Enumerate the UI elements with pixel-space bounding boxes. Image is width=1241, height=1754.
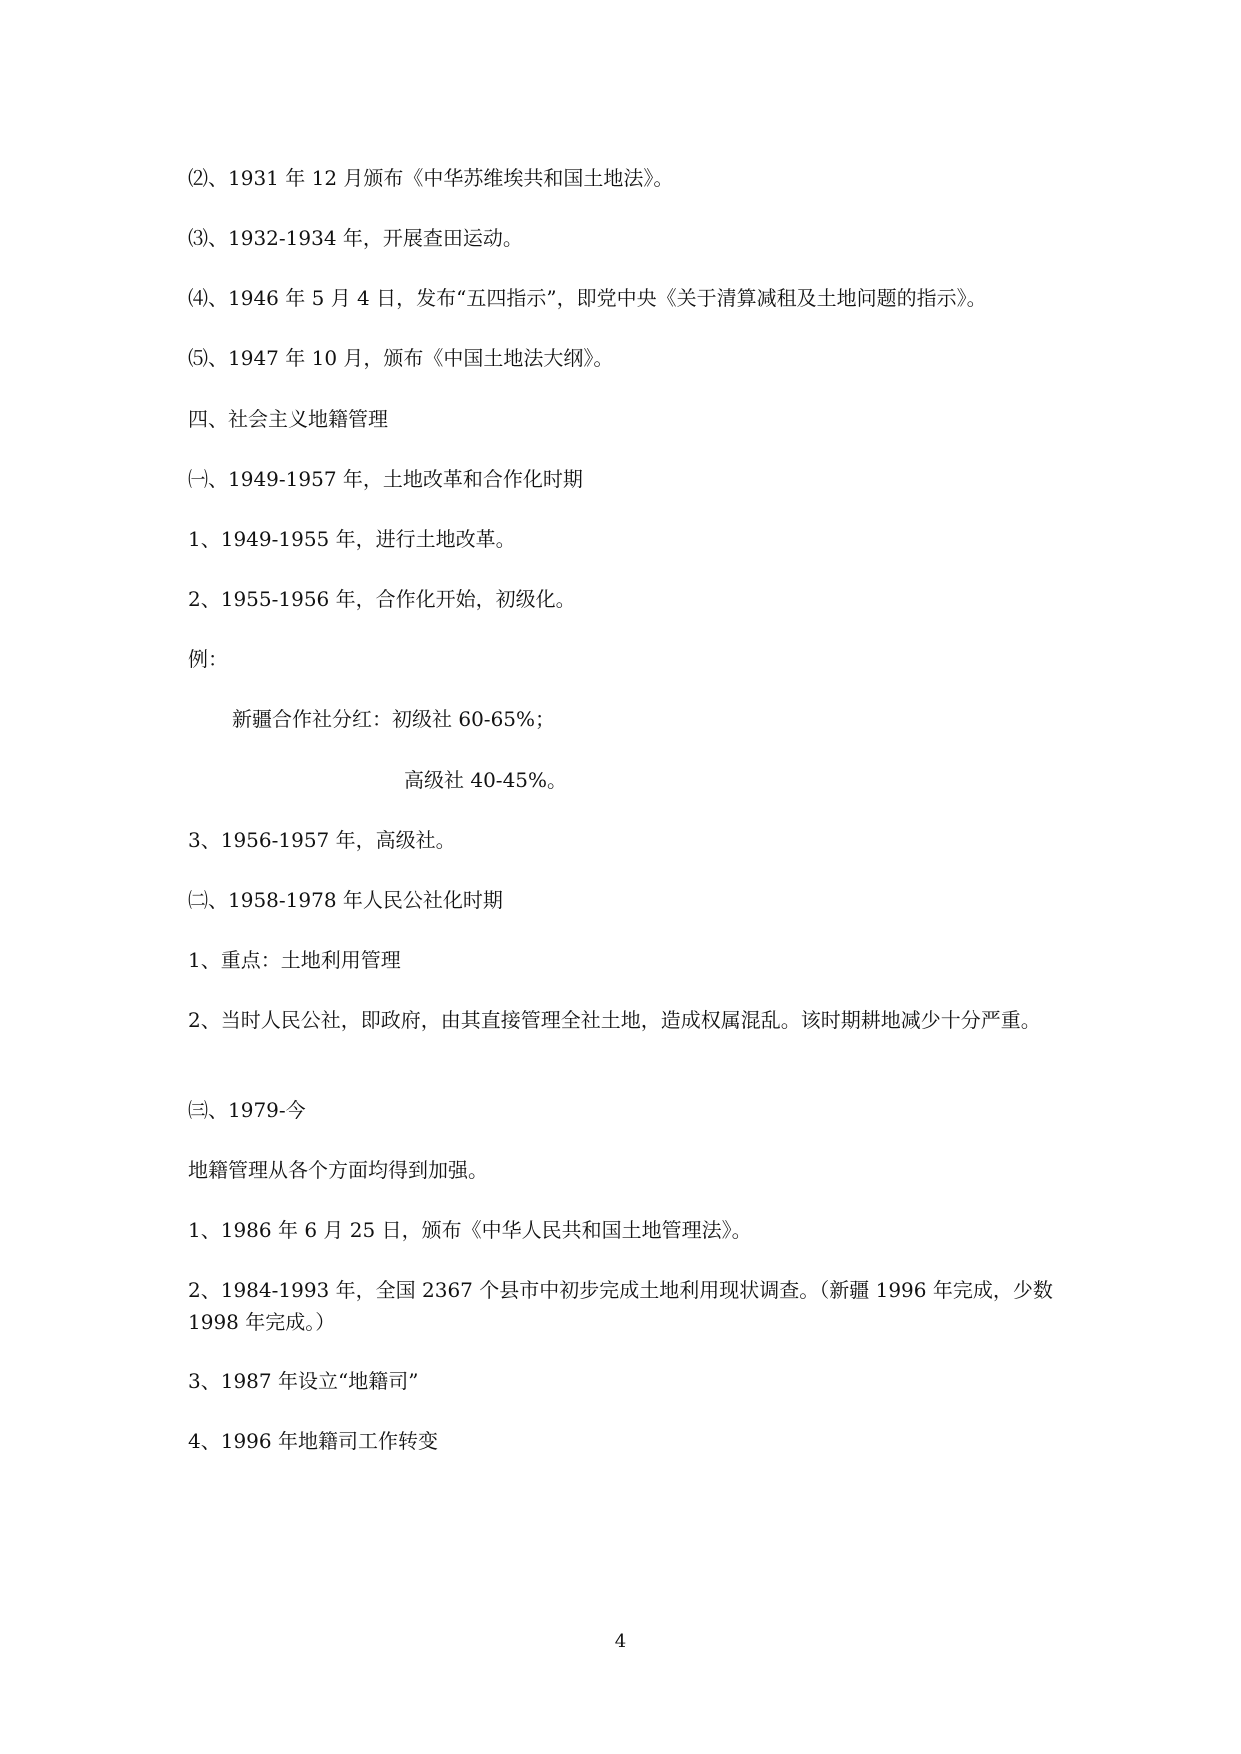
text-line-1: ⑵、1931 年 12 月颁布《中华苏维埃共和国土地法》。 — [188, 166, 674, 190]
example-line-1: 新疆合作社分红：初级社 60-65%； — [232, 707, 556, 731]
page-number: 4 — [614, 1631, 627, 1652]
text-line-9: 2、当时人民公社，即政府，由其直接管理全社土地，造成权属混乱。该时期耕地减少十分严重。 — [188, 1008, 1041, 1032]
example-label: 例： — [188, 647, 228, 671]
subsection-heading-2: ㈡、1958-1978 年人民公社化时期 — [188, 888, 503, 912]
text-line-3: ⑷、1946 年 5 月 4 日，发布“五四指示”，即党中央《关于清算减租及土地问题的指示》。 — [188, 286, 987, 310]
subsection-heading-1: ㈠、1949-1957 年，土地改革和合作化时期 — [188, 467, 583, 491]
text-line-10: 地籍管理从各个方面均得到加强。 — [188, 1158, 488, 1182]
text-line-7: 3、1956-1957 年，高级社。 — [188, 828, 456, 852]
text-line-4: ⑸、1947 年 10 月，颁布《中国土地法大纲》。 — [188, 346, 614, 370]
section-heading: 四、社会主义地籍管理 — [188, 407, 388, 431]
text-line-6: 2、1955-1956 年，合作化开始，初级化。 — [188, 587, 576, 611]
text-line-8: 1、重点：土地利用管理 — [188, 948, 401, 972]
subsection-heading-3: ㈢、1979-今 — [188, 1098, 306, 1122]
example-line-2: 高级社 40-45%。 — [404, 768, 568, 792]
text-line-13: 3、1987 年设立“地籍司” — [188, 1369, 419, 1393]
text-line-5: 1、1949-1955 年，进行土地改革。 — [188, 527, 516, 551]
text-line-11: 1、1986 年 6 月 25 日，颁布《中华人民共和国土地管理法》。 — [188, 1218, 752, 1242]
text-line-12: 2、1984-1993 年，全国 2367 个县市中初步完成土地利用现状调查。（新疆 1996 年完成，少数 1998 年完成。） — [188, 1278, 1053, 1334]
text-line-14: 4、1996 年地籍司工作转变 — [188, 1429, 438, 1453]
text-line-2: ⑶、1932-1934 年，开展查田运动。 — [188, 226, 523, 250]
